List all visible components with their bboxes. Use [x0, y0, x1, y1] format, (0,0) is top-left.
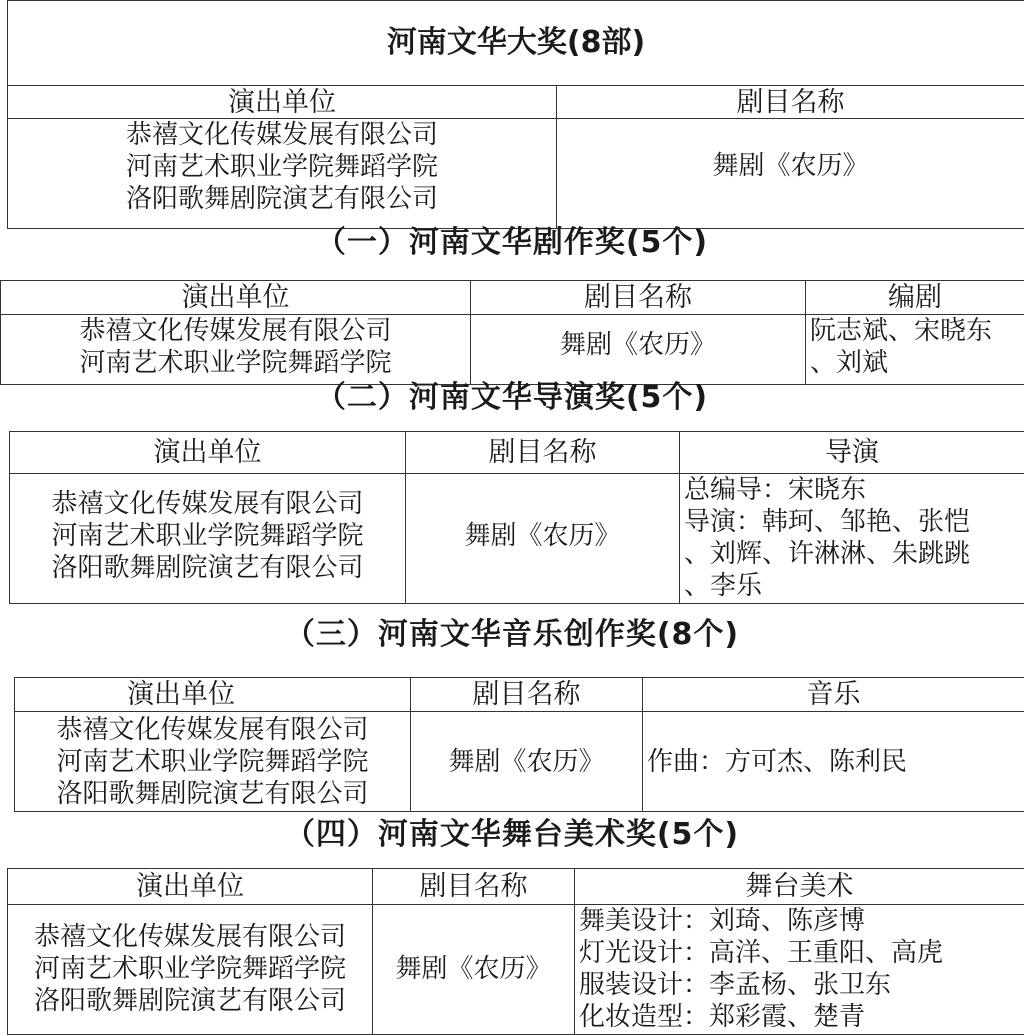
unit-line: 恭禧文化传媒发展有限公司	[5, 315, 466, 347]
header-music: 音乐	[643, 678, 1024, 712]
credit-line: 舞美设计：刘琦、陈彦博	[579, 905, 1020, 937]
play-name-cell: 舞剧《农历》	[411, 712, 643, 812]
music-award-heading: （三）河南文华音乐创作奖(8个)	[0, 620, 1024, 650]
header-playwright: 编剧	[806, 281, 1024, 315]
credit-line: 阮志斌、宋晓东	[810, 315, 1020, 347]
credit-line: 导演：韩珂、邹艳、张恺	[684, 506, 1020, 538]
grand-award-table	[7, 0, 1024, 229]
header-performing-unit: 演出单位	[8, 869, 373, 905]
script-award-table	[0, 280, 1024, 385]
unit-line: 河南艺术职业学院舞蹈学院	[19, 746, 406, 778]
performing-units-cell	[8, 119, 557, 229]
header-performing-unit: 演出单位	[1, 281, 471, 315]
unit-line: 恭禧文化传媒发展有限公司	[14, 488, 401, 520]
header-play-name: 剧目名称	[557, 86, 1024, 119]
stage-award-table	[7, 868, 1024, 1035]
stage-award-section	[0, 868, 1024, 1027]
unit-line: 洛阳歌舞剧院演艺有限公司	[12, 183, 552, 215]
director-award-section	[0, 431, 1024, 599]
unit-line: 洛阳歌舞剧院演艺有限公司	[19, 778, 406, 810]
performing-units-cell	[10, 474, 406, 604]
unit-line: 河南艺术职业学院舞蹈学院	[12, 953, 368, 985]
unit-line: 洛阳歌舞剧院演艺有限公司	[12, 985, 368, 1017]
director-cell	[680, 474, 1024, 604]
header-performing-unit: 演出单位	[8, 86, 557, 119]
credit-line: 服装设计：李孟杨、张卫东	[579, 969, 1020, 1001]
credit-line: 、刘辉、许淋淋、朱跳跳	[684, 538, 1020, 570]
header-play-name: 剧目名称	[373, 869, 575, 905]
header-performing-unit: 演出单位	[10, 432, 406, 474]
unit-line: 河南艺术职业学院舞蹈学院	[5, 347, 466, 379]
credit-line: 总编导：宋晓东	[684, 474, 1020, 506]
credit-line: 灯光设计：高洋、王重阳、高虎	[579, 937, 1020, 969]
header-performing-unit: 演出单位	[15, 678, 411, 712]
performing-units-cell	[15, 712, 411, 812]
script-award-heading: （一）河南文华剧作奖(5个)	[0, 228, 1024, 258]
credit-line: 作曲：方可杰、陈利民	[647, 746, 1020, 778]
header-stage-art: 舞台美术	[575, 869, 1024, 905]
playwright-cell	[806, 315, 1024, 385]
header-director: 导演	[680, 432, 1024, 474]
unit-line: 恭禧文化传媒发展有限公司	[12, 921, 368, 953]
grand-award-title: 河南文华大奖(8部)	[8, 1, 1024, 86]
play-name-cell: 舞剧《农历》	[471, 315, 806, 385]
unit-line: 恭禧文化传媒发展有限公司	[19, 714, 406, 746]
music-cell	[643, 712, 1024, 812]
unit-line: 河南艺术职业学院舞蹈学院	[12, 151, 552, 183]
director-award-table	[9, 431, 1024, 604]
play-name-cell: 舞剧《农历》	[406, 474, 680, 604]
header-play-name: 剧目名称	[411, 678, 643, 712]
unit-line: 洛阳歌舞剧院演艺有限公司	[14, 552, 401, 584]
play-name-cell: 舞剧《农历》	[557, 119, 1024, 229]
music-award-table	[14, 677, 1024, 812]
stage-art-cell	[575, 905, 1024, 1035]
header-play-name: 剧目名称	[471, 281, 806, 315]
play-name-cell: 舞剧《农历》	[373, 905, 575, 1035]
performing-units-cell	[1, 315, 471, 385]
performing-units-cell	[8, 905, 373, 1035]
credit-line: 化妆造型：郑彩霞、楚青	[579, 1001, 1020, 1033]
unit-line: 恭禧文化传媒发展有限公司	[12, 119, 552, 151]
director-award-heading: （二）河南文华导演奖(5个)	[0, 383, 1024, 413]
header-play-name: 剧目名称	[406, 432, 680, 474]
credit-line: 、李乐	[684, 570, 1020, 602]
music-award-section	[0, 677, 1024, 807]
grand-award-section	[0, 0, 1024, 213]
unit-line: 河南艺术职业学院舞蹈学院	[14, 520, 401, 552]
credit-line: 、刘斌	[810, 347, 1020, 379]
script-award-section	[0, 280, 1024, 376]
stage-award-heading: （四）河南文华舞台美术奖(5个)	[0, 820, 1024, 850]
